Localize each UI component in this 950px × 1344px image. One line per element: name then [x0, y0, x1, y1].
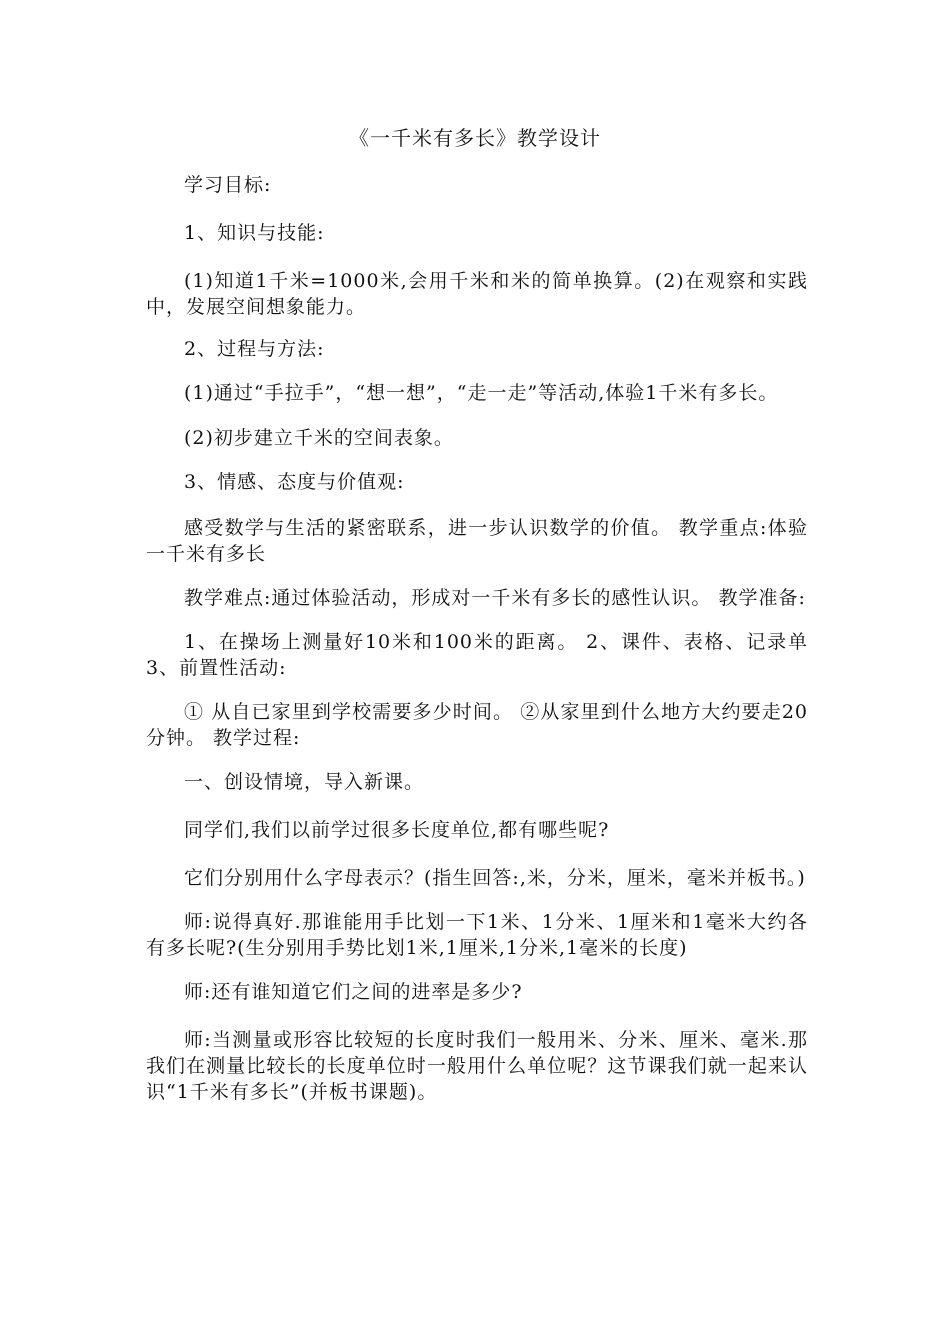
- paragraph-process-detail-2: (2)初步建立千米的空间表象。: [184, 427, 454, 449]
- paragraph-knowledge-skills: 1、知识与技能:: [184, 222, 325, 244]
- paragraph-emotion-attitude: 3、情感、态度与价值观:: [184, 471, 405, 493]
- paragraph-learning-objectives: 学习目标:: [184, 174, 272, 196]
- paragraph-process-detail-1: (1)通过“手拉手”，“想一想”，“走一走”等活动,体验1千米有多长。: [184, 382, 779, 404]
- paragraph-process-method: 2、过程与方法:: [184, 338, 325, 360]
- paragraph-emotion-detail: 感受数学与生活的紧密联系，进一步认识数学的价值。 教学重点:体验一千米有多长: [146, 517, 808, 565]
- paragraph-knowledge-detail: (1)知道1千米=1000米,会用千米和米的简单换算。(2)在观察和实践中，发展空间想象能力。: [146, 270, 808, 318]
- paragraph-question-letters: 它们分别用什么字母表示？(指生回答:,米，分米，厘米，毫米并板书。): [184, 867, 806, 889]
- paragraph-section-one: 一、创设情境，导入新课。: [184, 771, 425, 793]
- paragraph-teacher-gesture: 师:说得真好.那谁能用手比划一下1米、1分米、1厘米和1毫米大约各有多长呢?(生分别用手势比划1米,1厘米,1分米,1毫米的长度): [146, 911, 808, 959]
- paragraph-preactivity: ① 从自已家里到学校需要多少时间。 ②从家里到什么地方大约要走20分钟。 教学过程:: [146, 701, 808, 749]
- paragraph-teaching-difficulty: 教学难点:通过体验活动，形成对一千米有多长的感性认识。 教学准备:: [184, 587, 806, 609]
- document-title: 《一千米有多长》教学设计: [349, 126, 601, 150]
- paragraph-teacher-intro: 师:当测量或形容比较短的长度时我们一般用米、分米、厘米、毫米.那我们在测量比较长的长度单位时一般用什么单位呢？这节课我们就一起来认识“1千米有多长”(并板书课题)。: [146, 1029, 808, 1103]
- paragraph-preparation: 1、在操场上测量好10米和100米的距离。 2、课件、表格、记录单 3、前置性活动:: [146, 631, 808, 679]
- paragraph-teacher-rate: 师:还有谁知道它们之间的进率是多少?: [184, 981, 523, 1003]
- paragraph-question-units: 同学们,我们以前学过很多长度单位,都有哪些呢?: [184, 819, 610, 841]
- document-body: [146, 172, 808, 1105]
